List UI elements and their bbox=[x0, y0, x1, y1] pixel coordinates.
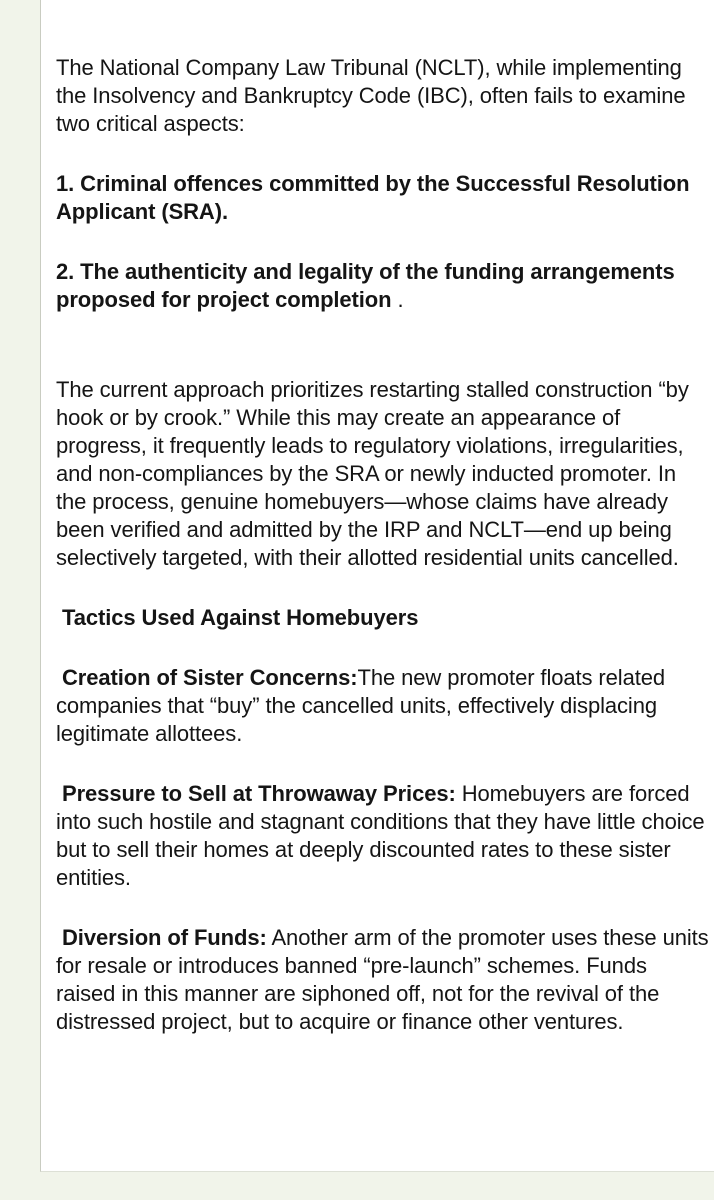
tactic-3-title: Diversion of Funds: bbox=[56, 925, 267, 950]
tactic-diversion-of-funds bbox=[56, 924, 711, 1036]
point-2-text: 2. The authenticity and legality of the funding arrangements proposed for project completion bbox=[56, 259, 675, 312]
tactic-throwaway-prices bbox=[56, 780, 711, 892]
intro-paragraph: The National Company Law Tribunal (NCLT), while implementing the Insolvency and Bankruptcy Code (IBC), often fails to examine two critical aspects: bbox=[56, 55, 686, 136]
tactics-heading: Tactics Used Against Homebuyers bbox=[56, 605, 419, 630]
tactic-3-text: Another arm of the promoter uses these units for resale or introduces banned “pre-launch” schemes. Funds raised in this manner are siphoned off, not for the revival of the distressed project, but to acquire or finance other ventures. bbox=[56, 925, 709, 1034]
point-2-tail: . bbox=[391, 287, 404, 312]
point-2 bbox=[56, 258, 711, 314]
point-1: 1. Criminal offences committed by the Successful Resolution Applicant (SRA). bbox=[56, 171, 690, 224]
document-body bbox=[56, 54, 711, 1036]
tactic-sister-concerns bbox=[56, 664, 711, 748]
tactic-2-text: Homebuyers are forced into such hostile and stagnant conditions that they have little choice but to sell their homes at deeply discounted rates to these sister entities. bbox=[56, 781, 705, 890]
document-page bbox=[40, 0, 714, 1172]
tactic-2-title: Pressure to Sell at Throwaway Prices: bbox=[56, 781, 456, 806]
tactic-1-title: Creation of Sister Concerns: bbox=[56, 665, 358, 690]
tactic-1-text: The new promoter floats related companies that “buy” the cancelled units, effectively displacing legitimate allottees. bbox=[56, 665, 665, 746]
approach-paragraph: The current approach prioritizes restarting stalled construction “by hook or by crook.” While this may create an appearance of progress, it frequently leads to regulatory violations, irregularities, and non-compliances by the SRA or newly inducted promoter. In the process, genuine homebuyers—whose claims have already been verified and admitted by the IRP and NCLT—end up being selectively targeted, with their allotted residential units cancelled. bbox=[56, 377, 689, 570]
